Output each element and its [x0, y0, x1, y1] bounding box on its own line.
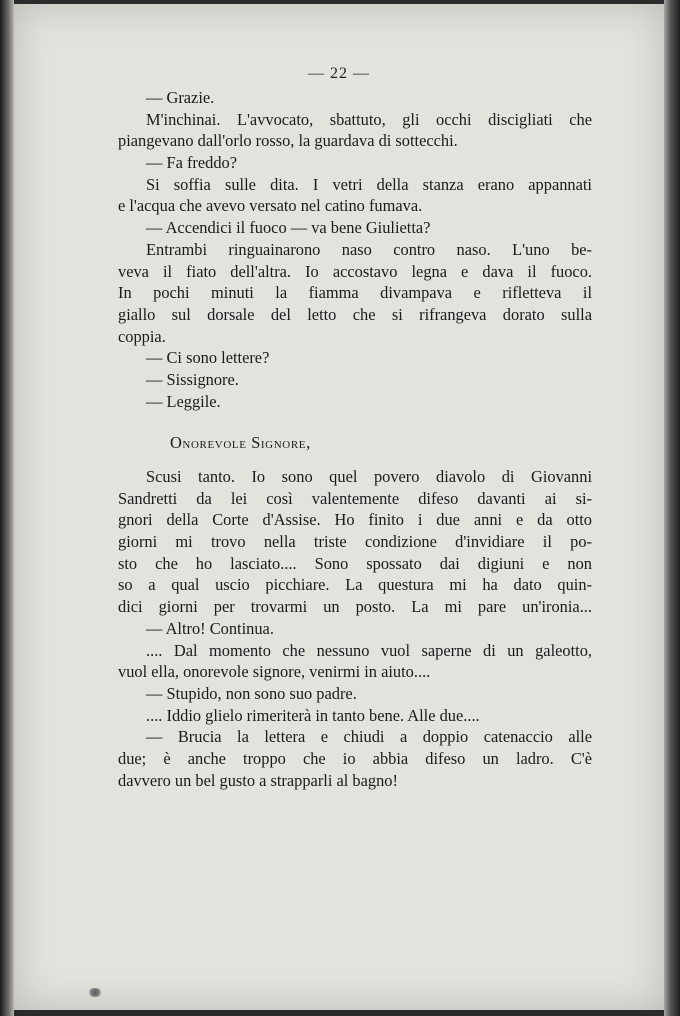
text-line: .... Dal momento che nessuno vuol saperne di un galeotto, [146, 640, 592, 660]
text-line: gnori della Corte d'Assise. Ho finito i due anni e da otto [118, 510, 592, 530]
text-line: Entrambi ringuainarono naso contro naso. L'uno be- [146, 239, 592, 259]
text-line: — Ci sono lettere? [146, 348, 270, 368]
text-line: davvero un bel gusto a strapparli al bagno! [118, 770, 398, 790]
page-body [118, 87, 592, 791]
text-line: Sandretti da lei così valentemente difeso davanti ai si- [118, 488, 592, 508]
text-line: — Brucia la lettera e chiudi a doppio catenaccio alle [146, 727, 592, 747]
text-line: In pochi minuti la fiamma divampava e rifletteva il [118, 283, 592, 303]
text-line: so a qual uscio picchiare. La questura mi ha dato quin- [118, 575, 592, 595]
book-spine-shadow [0, 0, 14, 1016]
text-line: — Altro! Continua. [146, 618, 274, 638]
text-line: — Accendici il fuoco — va bene Giulietta? [146, 218, 431, 238]
text-line: Si soffia sulle dita. I vetri della stanza erano appannati [146, 174, 592, 194]
text-line: M'inchinai. L'avvocato, sbattuto, gli occhi discigliati che [146, 109, 592, 129]
letter-block [118, 466, 592, 791]
letter-salutation: Onorevole Signore, [170, 433, 311, 453]
page-number: — 22 — [308, 65, 370, 82]
section-gap [118, 412, 592, 432]
ink-blot [87, 988, 103, 997]
text-line: giallo sul dorsale del letto che si rifrangeva dorato sulla [118, 304, 592, 324]
text-line: — Sissignore. [146, 369, 239, 389]
text-line: .... Iddio glielo rimeriterà in tanto bene. Alle due.... [146, 705, 480, 725]
text-line: veva il fiato dell'altra. Io accostavo legna e dava il fuoco. [118, 261, 592, 281]
text-line: e l'acqua che avevo versato nel catino fumava. [118, 196, 423, 216]
text-line: — Leggile. [146, 391, 221, 411]
text-line: coppia. [118, 326, 166, 346]
text-line: Scusi tanto. Io sono quel povero diavolo di Giovanni [146, 467, 592, 486]
text-line: due; è anche troppo che io abbia difeso un ladro. C'è [118, 748, 592, 768]
text-line: — Fa freddo? [146, 153, 238, 173]
text-line: — Grazie. [146, 88, 215, 107]
book-edge-shadow [664, 0, 680, 1016]
text-line: vuol ella, onorevole signore, venirmi in aiuto.... [118, 662, 431, 682]
section-gap [118, 454, 592, 466]
text-line: — Stupido, non sono suo padre. [146, 683, 357, 703]
text-line: sto che ho lasciato.... Sono spossato dai digiuni e non [118, 553, 592, 573]
narrative-block [118, 87, 592, 412]
text-line: dici giorni per trovarmi un posto. La mi pare un'ironia... [118, 597, 592, 617]
text-line: giorni mi trovo nella triste condizione d'invidiare il po- [118, 532, 592, 552]
text-line: piangevano dall'orlo rosso, la guardava di sottecchi. [118, 131, 458, 151]
